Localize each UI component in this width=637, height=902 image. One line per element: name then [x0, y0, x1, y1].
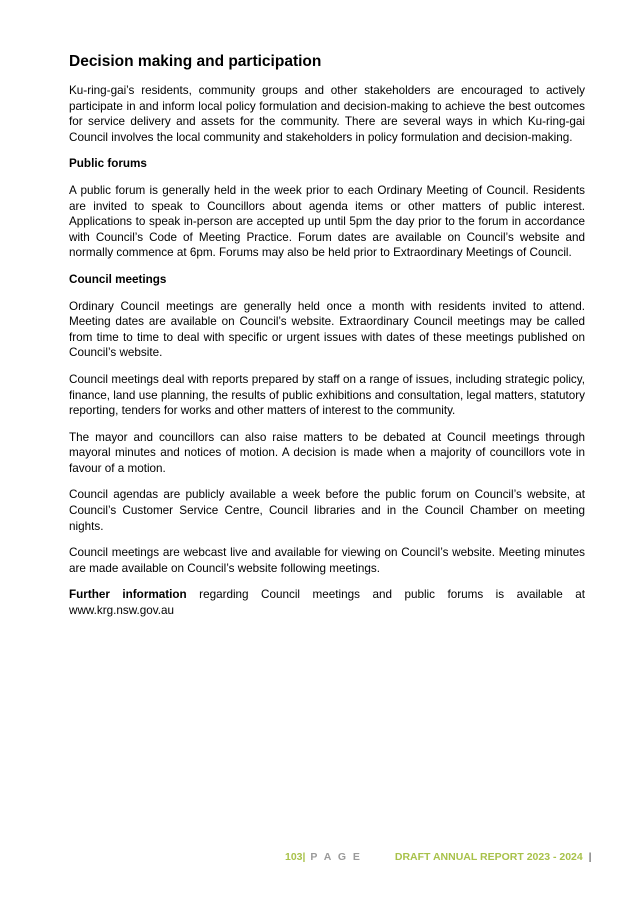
council-meetings-paragraph: Council meetings deal with reports prepared by staff on a range of issues, including strategic policy, finance, land use planning, the results of public exhibitions and consultation, legal matters, statutory reporting, tenders for works and other matters of interest to the community. — [69, 372, 585, 418]
further-information-paragraph — [69, 587, 585, 618]
council-meetings-paragraph: Council agendas are publicly available a week before the public forum on Council’s website, at Council’s Customer Service Centre, Council libraries and in the Council Chamber on meeting nights. — [69, 488, 585, 533]
page-number: 103| — [285, 851, 306, 863]
council-meetings-paragraph: Council meetings are webcast live and available for viewing on Council’s website. Meeting minutes are made available on Council’s website following meetings. — [69, 546, 585, 575]
page-label: P A G E — [310, 851, 362, 863]
page-content — [69, 52, 585, 630]
footer-separator: | — [588, 851, 592, 863]
council-meetings-paragraph: Ordinary Council meetings are generally held once a month with residents invited to attend. Meeting dates are available on Council’s website. Extraordinary Council meetings may be called from time to time to deal with specific or urgent issues with dates of these meetings published on Council’s website. — [69, 299, 585, 360]
page-title: Decision making and participation — [69, 53, 322, 70]
report-title: DRAFT ANNUAL REPORT 2023 - 2024 — [394, 851, 583, 863]
council-meetings-paragraph: The mayor and councillors can also raise matters to be debated at Council meetings through mayoral minutes and notices of motion. A decision is made when a majority of councillors vote in favour of a motion. — [69, 430, 585, 475]
page-footer — [285, 851, 592, 863]
council-meetings-heading: Council meetings — [69, 272, 167, 286]
public-forums-paragraph: A public forum is generally held in the week prior to each Ordinary Meeting of Council. Residents are invited to speak to Councillors about agenda items or other matters of public interest. Applications to speak in-person are accepted up until 5pm the day prior to the forum in accordance with Council’s Code of Meeting Practice. Forum dates are available on Council’s website and normally commence at 6pm. Forums may also be held prior to Extraordinary Meetings of Council. — [69, 183, 585, 260]
public-forums-heading: Public forums — [69, 157, 147, 171]
intro-paragraph: Ku-ring-gai’s residents, community groups and other stakeholders are encouraged to actively participate in and inform local policy formulation and decision-making to achieve the best outcomes for service delivery and assets for the community. There are several ways in which Ku-ring-gai Council involves the local community and stakeholders in policy formulation and decision-making. — [69, 84, 585, 144]
further-information-label: Further information — [69, 588, 187, 602]
further-information-text: regarding Council meetings and public forums is available at www.krg.nsw.gov.au — [69, 588, 585, 618]
